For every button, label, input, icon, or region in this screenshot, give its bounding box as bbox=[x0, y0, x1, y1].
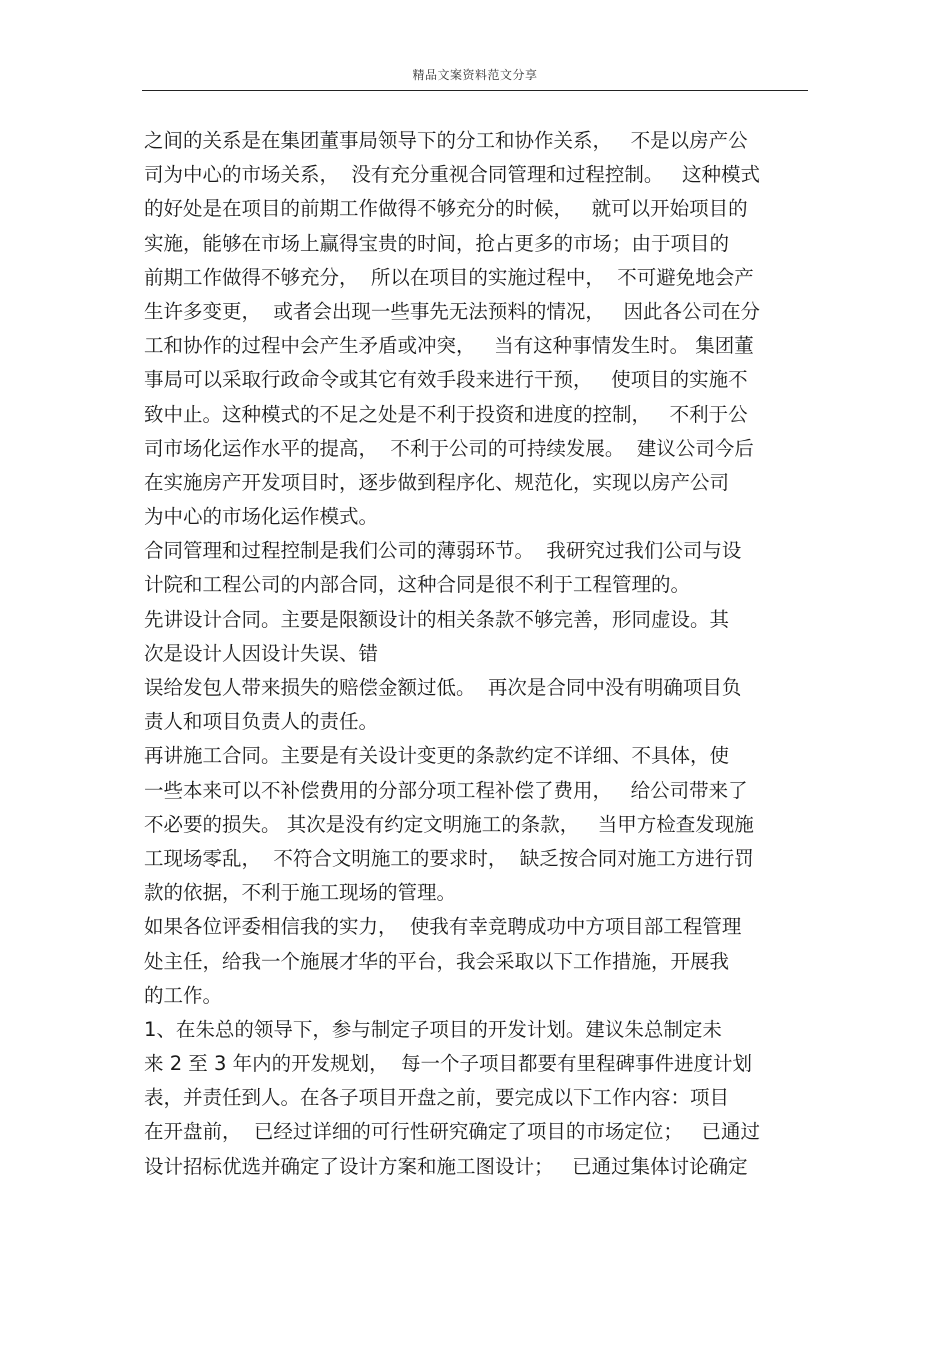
text-line-13: 合同管理和过程控制是我们公司的薄弱环节。 我研究过我们公司与设 bbox=[144, 539, 742, 563]
text-line-11: 在实施房产开发项目时，逐步做到程序化、规范化，实现以房产公司 bbox=[144, 470, 730, 494]
text-line-2: 司为中心的市场关系， 没有充分重视合同管理和过程控制。 这种模式 bbox=[144, 163, 760, 187]
text-line-26: 的工作。 bbox=[144, 983, 223, 1007]
text-line-3: 的好处是在项目的前期工作做得不够充分的时候， 就可以开始项目的 bbox=[144, 197, 748, 221]
text-line-5: 前期工作做得不够充分， 所以在项目的实施过程中， 不可避免地会产 bbox=[144, 265, 754, 289]
text-line-28: 来 2 至 3 年内的开发规划， 每一个子项目都要有里程碑事件进度计划 bbox=[144, 1052, 753, 1076]
text-line-29: 表，并责任到人。在各子项目开盘之前，要完成以下工作内容：项目 bbox=[144, 1086, 730, 1110]
text-line-25: 处主任，给我一个施展才华的平台，我会采取以下工作措施，开展我 bbox=[144, 949, 730, 973]
text-line-16: 次是设计人因设计失误、错 bbox=[144, 641, 379, 665]
text-line-22: 工现场零乱， 不符合文明施工的要求时， 缺乏按合同对施工方进行罚 bbox=[144, 846, 754, 870]
text-line-7: 工和协作的过程中会产生矛盾或冲突， 当有这种事情发生时。 集团董 bbox=[144, 334, 754, 358]
text-line-12: 为中心的市场化运作模式。 bbox=[144, 505, 379, 529]
header-divider bbox=[142, 90, 808, 91]
text-line-31: 设计招标优选并确定了设计方案和施工图设计； 已通过集体讨论确定 bbox=[144, 1154, 748, 1178]
text-line-6: 生许多变更， 或者会出现一些事先无法预料的情况， 因此各公司在分 bbox=[144, 299, 760, 323]
text-line-4: 实施，能够在市场上赢得宝贵的时间，抢占更多的市场；由于项目的 bbox=[144, 231, 730, 255]
text-line-21: 不必要的损失。 其次是没有约定文明施工的条款， 当甲方检查发现施 bbox=[144, 812, 754, 836]
text-line-27: 1、在朱总的领导下，参与制定子项目的开发计划。建议朱总制定未 bbox=[144, 1017, 722, 1041]
text-line-24: 如果各位评委相信我的实力， 使我有幸竞聘成功中方项目部工程管理 bbox=[144, 915, 742, 939]
document-body bbox=[144, 124, 810, 1184]
text-line-20: 一些本来可以不补偿费用的分部分项工程补偿了费用， 给公司带来了 bbox=[144, 778, 748, 802]
text-line-10: 司市场化运作水平的提高， 不利于公司的可持续发展。 建议公司今后 bbox=[144, 436, 754, 460]
text-line-19: 再讲施工合同。主要是有关设计变更的条款约定不详细、不具体，使 bbox=[144, 744, 730, 768]
page-header: 精品文案资料范文分享 bbox=[412, 68, 538, 82]
text-line-30: 在开盘前， 已经过详细的可行性研究确定了项目的市场定位； 已通过 bbox=[144, 1120, 760, 1144]
text-line-9: 致中止。这种模式的不足之处是不利于投资和进度的控制， 不利于公 bbox=[144, 402, 748, 426]
text-line-15: 先讲设计合同。主要是限额设计的相关条款不够完善，形同虚设。其 bbox=[144, 607, 730, 631]
text-line-23: 款的依据，不利于施工现场的管理。 bbox=[144, 881, 457, 905]
text-line-8: 事局可以采取行政命令或其它有效手段来进行干预， 使项目的实施不 bbox=[144, 368, 748, 392]
text-line-1: 之间的关系是在集团董事局领导下的分工和协作关系， 不是以房产公 bbox=[144, 129, 748, 152]
text-line-17: 误给发包人带来损失的赔偿金额过低。 再次是合同中没有明确项目负 bbox=[144, 676, 742, 699]
text-line-18: 责人和项目负责人的责任。 bbox=[144, 710, 379, 734]
text-line-14: 计院和工程公司的内部合同，这种合同是很不利于工程管理的。 bbox=[144, 573, 691, 597]
